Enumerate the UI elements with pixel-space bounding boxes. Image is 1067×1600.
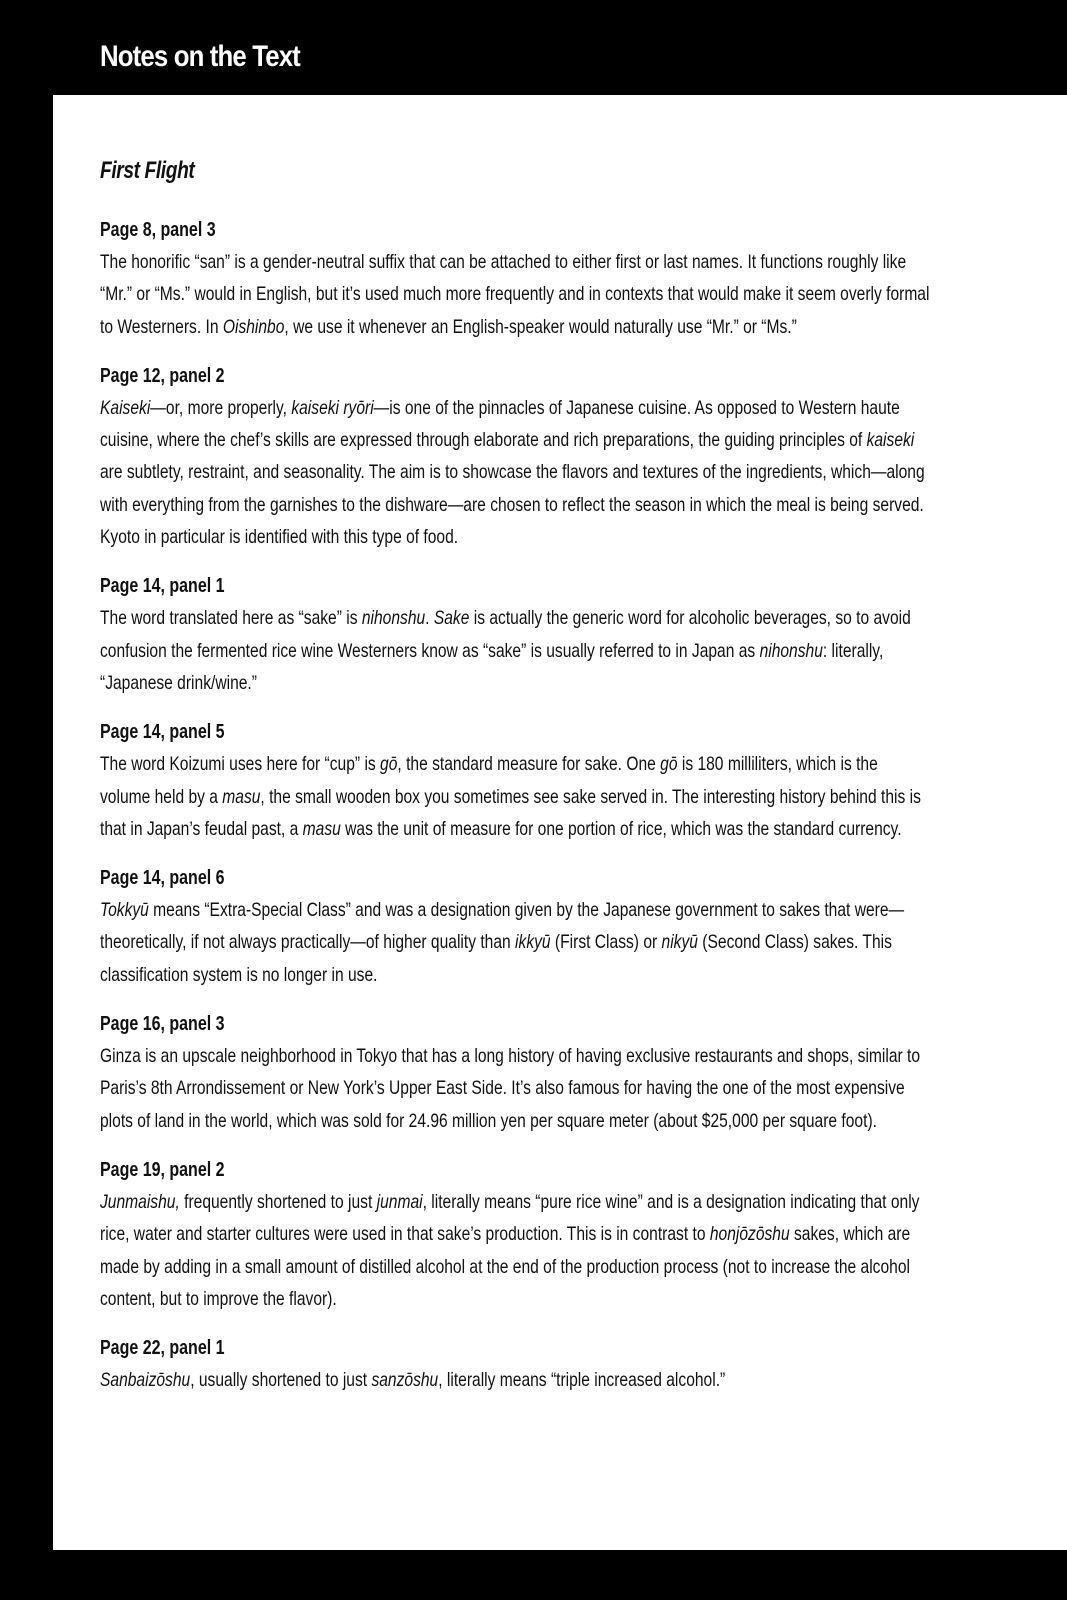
note-text: are subtlety, restraint, and seasonality. The aim is to showcase the flavors and textures of the ingredients, which—along with everything from the garnishes to the dishware—are chosen to reflect the season in which the meal is being served. Kyoto in particular is identified with this type of food. <box>100 461 925 549</box>
italic-term: nikyū <box>661 931 698 954</box>
note-body <box>100 894 932 991</box>
note-heading: Page 12, panel 2 <box>100 364 225 387</box>
note-text: The honorific “san” is a gender-neutral suffix that can be attached to either first or last names. It functions roughly like “Mr.” or “Ms.” would in English, but it’s used much more frequently and in contexts that would make it seem overly formal to Westerners. In <box>100 251 930 338</box>
note-item <box>100 862 932 991</box>
note-text: means “Extra-Special Class” and was a designation given by the Japanese government to sakes that were—theoretically, if not always practically—of higher quality than <box>100 899 905 954</box>
note-body <box>100 602 932 699</box>
note-text: is actually the generic word for alcoholic beverages, so to avoid confusion the fermented rice wine Westerners know as “sake” is usually referred to in Japan as <box>100 607 911 662</box>
note-text: —is one of the pinnacles of Japanese cuisine. As opposed to Western haute cuisine, where the chef’s skills are expressed through elaborate and rich preparations, the guiding principles of <box>100 396 900 452</box>
note-body <box>100 392 932 553</box>
italic-term: Tokkyū <box>100 899 149 922</box>
note-text: , we use it whenever an English-speaker would naturally use “Mr.” or “Ms.” <box>284 315 797 338</box>
note-text: sakes, which are made by adding in a small amount of distilled alcohol at the end of the production process (not to increase the alcohol content, but to improve the flavor). <box>100 1223 911 1310</box>
italic-term: Sanbaizōshu <box>100 1369 191 1392</box>
note-text: The word Koizumi uses here for “cup” is <box>100 753 381 776</box>
notes-list <box>100 214 932 1396</box>
italic-term: sanzōshu <box>371 1369 439 1392</box>
italic-term: honjōzōshu <box>709 1223 790 1246</box>
note-text: (First Class) or <box>550 931 662 954</box>
italic-term: gō <box>660 753 678 776</box>
section-title: First Flight <box>100 157 195 184</box>
note-text: , usually shortened to just <box>190 1369 372 1392</box>
italic-term: nihonshu <box>361 607 426 630</box>
note-item <box>100 1008 932 1137</box>
note-text: frequently shortened to just <box>179 1190 377 1213</box>
note-item <box>100 1154 932 1315</box>
note-text: (Second Class) sakes. This classification system is no longer in use. <box>100 931 892 986</box>
note-body <box>100 1186 932 1315</box>
italic-term: nihonshu <box>759 639 823 662</box>
note-text: , the standard measure for sake. One <box>397 753 661 776</box>
italic-term: masu <box>302 817 341 840</box>
note-body <box>100 246 932 343</box>
italic-term: kaiseki <box>866 429 915 452</box>
italic-term: masu <box>222 785 261 808</box>
note-item <box>100 570 932 699</box>
italic-term: junmai <box>376 1190 423 1213</box>
italic-term: Oishinbo <box>222 315 285 338</box>
italic-term: Junmaishu, <box>100 1190 180 1213</box>
note-text: —or, more properly, <box>150 396 292 419</box>
note-heading: Page 14, panel 6 <box>100 867 225 890</box>
note-heading: Page 22, panel 1 <box>100 1337 225 1360</box>
note-item <box>100 716 932 845</box>
note-item <box>100 1332 932 1396</box>
note-item <box>100 214 932 343</box>
notes-content <box>100 157 932 1413</box>
note-body <box>100 1040 932 1137</box>
note-text: : literally, “Japanese drink/wine.” <box>100 639 884 694</box>
note-heading: Page 14, panel 5 <box>100 721 225 744</box>
note-text: The word translated here as “sake” is <box>100 607 362 630</box>
note-text: was the unit of measure for one portion of rice, which was the standard currency. <box>340 817 902 840</box>
note-text: . <box>425 607 434 630</box>
note-heading: Page 14, panel 1 <box>100 575 225 598</box>
italic-term: Sake <box>433 607 470 630</box>
note-text: , the small wooden box you sometimes see sake served in. The interesting history behind this is that in Japan’s feudal past, a <box>100 785 921 840</box>
note-text: Ginza is an upscale neighborhood in Tokyo that has a long history of having exclusive restaurants and shops, similar to Paris’s 8th Arrondissement or New York’s Upper East Side. It’s also famous for having the one of the most expensive plots of land in the world, which was sold for 24.96 million yen per square meter (about $25,000 per square foot). <box>100 1045 921 1132</box>
note-text: is 180 milliliters, which is the volume held by a <box>100 753 878 808</box>
content-panel <box>53 95 1067 1550</box>
note-heading: Page 8, panel 3 <box>100 219 216 241</box>
note-text: , literally means “pure rice wine” and is a designation indicating that only rice, water and starter cultures were used in that sake’s production. This is in contrast to <box>100 1190 920 1246</box>
note-body <box>100 1364 932 1396</box>
italic-term: ikkyū <box>515 931 551 954</box>
note-heading: Page 19, panel 2 <box>100 1158 225 1181</box>
note-body <box>100 748 932 845</box>
italic-term: Kaiseki <box>100 396 151 419</box>
note-heading: Page 16, panel 3 <box>100 1013 225 1036</box>
italic-term: kaiseki ryōri <box>291 396 374 419</box>
note-item <box>100 360 932 553</box>
page-header-title: Notes on the Text <box>100 40 300 73</box>
italic-term: gō <box>380 753 398 776</box>
note-text: , literally means “triple increased alcohol.” <box>438 1369 726 1392</box>
